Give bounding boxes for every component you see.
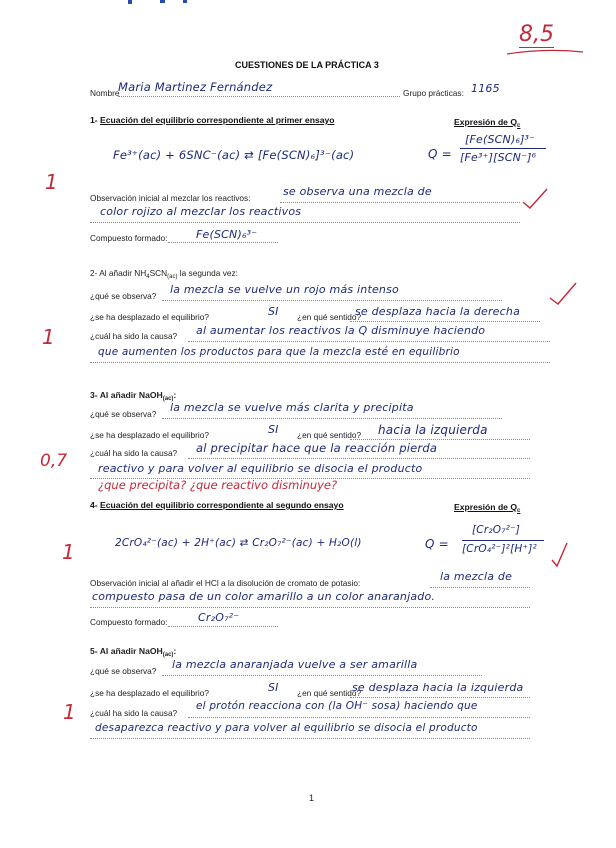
s2-a2b: se desplaza hacia la derecha [355, 305, 521, 318]
s1-qc-lhs: Q = [428, 147, 452, 161]
s1-compound-label: Compuesto formado: [90, 233, 168, 243]
s1-equation: Fe³⁺(ac) + 6SNC⁻(ac) ⇄ [Fe(SCN)₆]³⁻(ac) [113, 148, 355, 162]
s5-q3: ¿cuál ha sido la causa? [90, 708, 178, 718]
grade: 8,5 [519, 22, 554, 47]
checkmark-icon [548, 280, 578, 306]
s3-q2: ¿se ha desplazado el equilibrio? [90, 430, 210, 440]
s3-q3: ¿cuál ha sido la causa? [90, 448, 178, 458]
name-value: Maria Martinez Fernández [118, 80, 273, 94]
s3-a2b: hacia la izquierda [378, 423, 488, 437]
s1-obs-line2: color rojizo al mezclar los reactivos [100, 205, 302, 218]
s1-qc-numerator: [Fe(SCN)₆]³⁻ [465, 133, 536, 146]
s1-obs-dotline1 [280, 202, 520, 203]
s4-heading: 4- Ecuación del equilibrio correspondiente al segundo ensayo [90, 500, 344, 510]
page-title: CUESTIONES DE LA PRÁCTICA 3 [235, 60, 379, 70]
group-value: 1165 [471, 82, 500, 95]
s2-heading: 2- Al añadir $NH_4SCN_{(ac)}$ la segunda vez: [90, 268, 238, 280]
s1-obs-dotline2 [90, 222, 520, 223]
s5-a1: la mezcla anaranjada vuelve a ser amarilla [172, 658, 418, 671]
s4-obs-dotline2 [90, 607, 530, 608]
s3-a1-dotline [162, 418, 502, 419]
s2-a3-line2: que aumenten los productos para que la mezcla esté en equilibrio [98, 346, 460, 358]
s5-a3-line1: el protón reacciona con (la OH⁻ sosa) haciendo que [196, 700, 478, 712]
s2-a1-dotline [162, 300, 502, 301]
s1-qc-label: Expresión de $Q_c$ [454, 117, 521, 129]
s3-a3-line2: reactivo y para volver al equilibrio se disocia el producto [98, 462, 423, 475]
s3-a3-dotline1 [188, 458, 530, 459]
s2-a1: la mezcla se vuelve un rojo más intenso [170, 283, 399, 296]
s2-a3-dotline1 [188, 341, 550, 342]
s3-a3-line1: al precipitar hace que la reacción pierda [196, 441, 438, 455]
s1-obs-line1: se observa una mezcla de [283, 185, 432, 198]
s4-mark: 1 [62, 540, 75, 564]
s4-obs-label: Observación inicial al añadir el HCl a la disolución de cromato de potasio: [90, 578, 361, 588]
s2-q1: ¿qué se observa? [90, 291, 157, 301]
s5-q2: ¿se ha desplazado el equilibrio? [90, 688, 210, 698]
s4-compound-label: Compuesto formado: [90, 617, 168, 627]
s3-mark: 0,7 [40, 451, 68, 471]
scan-mark [128, 0, 132, 4]
s5-a1-dotline [162, 675, 482, 676]
s3-a2: SI [268, 423, 279, 436]
s4-obs-line1: la mezcla de [440, 570, 513, 583]
s1-obs-label: Observación inicial al mezclar los reactivos: [90, 193, 251, 203]
s4-qc-denominator: [CrO₄²⁻]²[H⁺]² [462, 543, 537, 555]
s3-heading: 3- Al añadir NaOH$_{(ac)}$: [90, 390, 177, 402]
s5-a3-dotline2 [90, 738, 530, 739]
group-label: Grupo prácticas: [403, 88, 464, 98]
s4-qc-label: Expresión de $Q_c$ [454, 502, 521, 514]
s5-a3-dotline1 [188, 717, 530, 718]
s2-q2b: ¿en qué sentido? [297, 312, 362, 322]
s5-q1: ¿qué se observa? [90, 666, 157, 676]
s4-obs-dotline1 [430, 587, 530, 588]
s5-a3-line2: desaparezca reactivo y para volver al equilibrio se disocia el producto [95, 722, 478, 734]
s2-a3-line1: al aumentar los reactivos la Q disminuye haciendo [196, 324, 486, 337]
name-dotline [118, 96, 400, 97]
s1-compound-dotline [168, 242, 278, 243]
s5-a2: SI [268, 681, 279, 694]
s5-q2b: ¿en qué sentido? [297, 688, 362, 698]
page-number: 1 [309, 793, 315, 803]
s3-a1: la mezcla se vuelve más clarita y precipita [170, 401, 414, 414]
s3-q2b: ¿en qué sentido? [297, 430, 362, 440]
s2-a2b-dotline [350, 321, 540, 322]
name-label: Nombre [90, 88, 120, 98]
s5-a2b-dotline [350, 697, 530, 698]
s4-compound-value: Cr₂O₇²⁻ [198, 611, 240, 624]
s1-heading: 1- Ecuación del equilibrio correspondiente al primer ensayo [90, 115, 335, 125]
s3-teacher-correction: ¿que precipita? ¿que reactivo disminuye? [98, 478, 338, 492]
scan-mark [183, 0, 187, 3]
grade-underline-stroke [505, 46, 585, 58]
s2-mark: 1 [42, 325, 55, 349]
checkmark-icon [550, 540, 570, 570]
s4-qc-numerator: [Cr₂O₇²⁻] [472, 524, 521, 536]
s4-equation: 2CrO₄²⁻(ac) + 2H⁺(ac) ⇄ Cr₂O₇²⁻(ac) + H₂O(l) [115, 537, 362, 549]
s2-q3: ¿cuál ha sido la causa? [90, 331, 178, 341]
s1-mark: 1 [45, 170, 58, 194]
checkmark-icon [520, 186, 550, 212]
s3-q1: ¿qué se observa? [90, 409, 157, 419]
s4-qc-lhs: Q = [425, 537, 449, 551]
s1-qc-denominator: [Fe³⁺][SCN⁻]⁶ [460, 151, 537, 164]
s5-heading: 5- Al añadir NaOH$_{(ac)}$: [90, 646, 177, 658]
s4-compound-dotline [168, 626, 278, 627]
scan-mark [160, 0, 165, 3]
s3-a2b-dotline [350, 439, 530, 440]
s2-a3-dotline2 [90, 362, 550, 363]
s1-compound-value: Fe(SCN)₆³⁻ [196, 228, 258, 241]
s4-qc-fraction-bar [462, 540, 544, 541]
s4-obs-line2: compuesto pasa de un color amarillo a un color anaranjado. [92, 590, 436, 603]
s5-a2b: se desplaza hacia la izquierda [352, 681, 524, 694]
s2-a2: SI [268, 305, 279, 318]
s1-qc-fraction-bar [460, 148, 546, 149]
s5-mark: 1 [63, 700, 76, 724]
s2-q2: ¿se ha desplazado el equilibrio? [90, 312, 210, 322]
